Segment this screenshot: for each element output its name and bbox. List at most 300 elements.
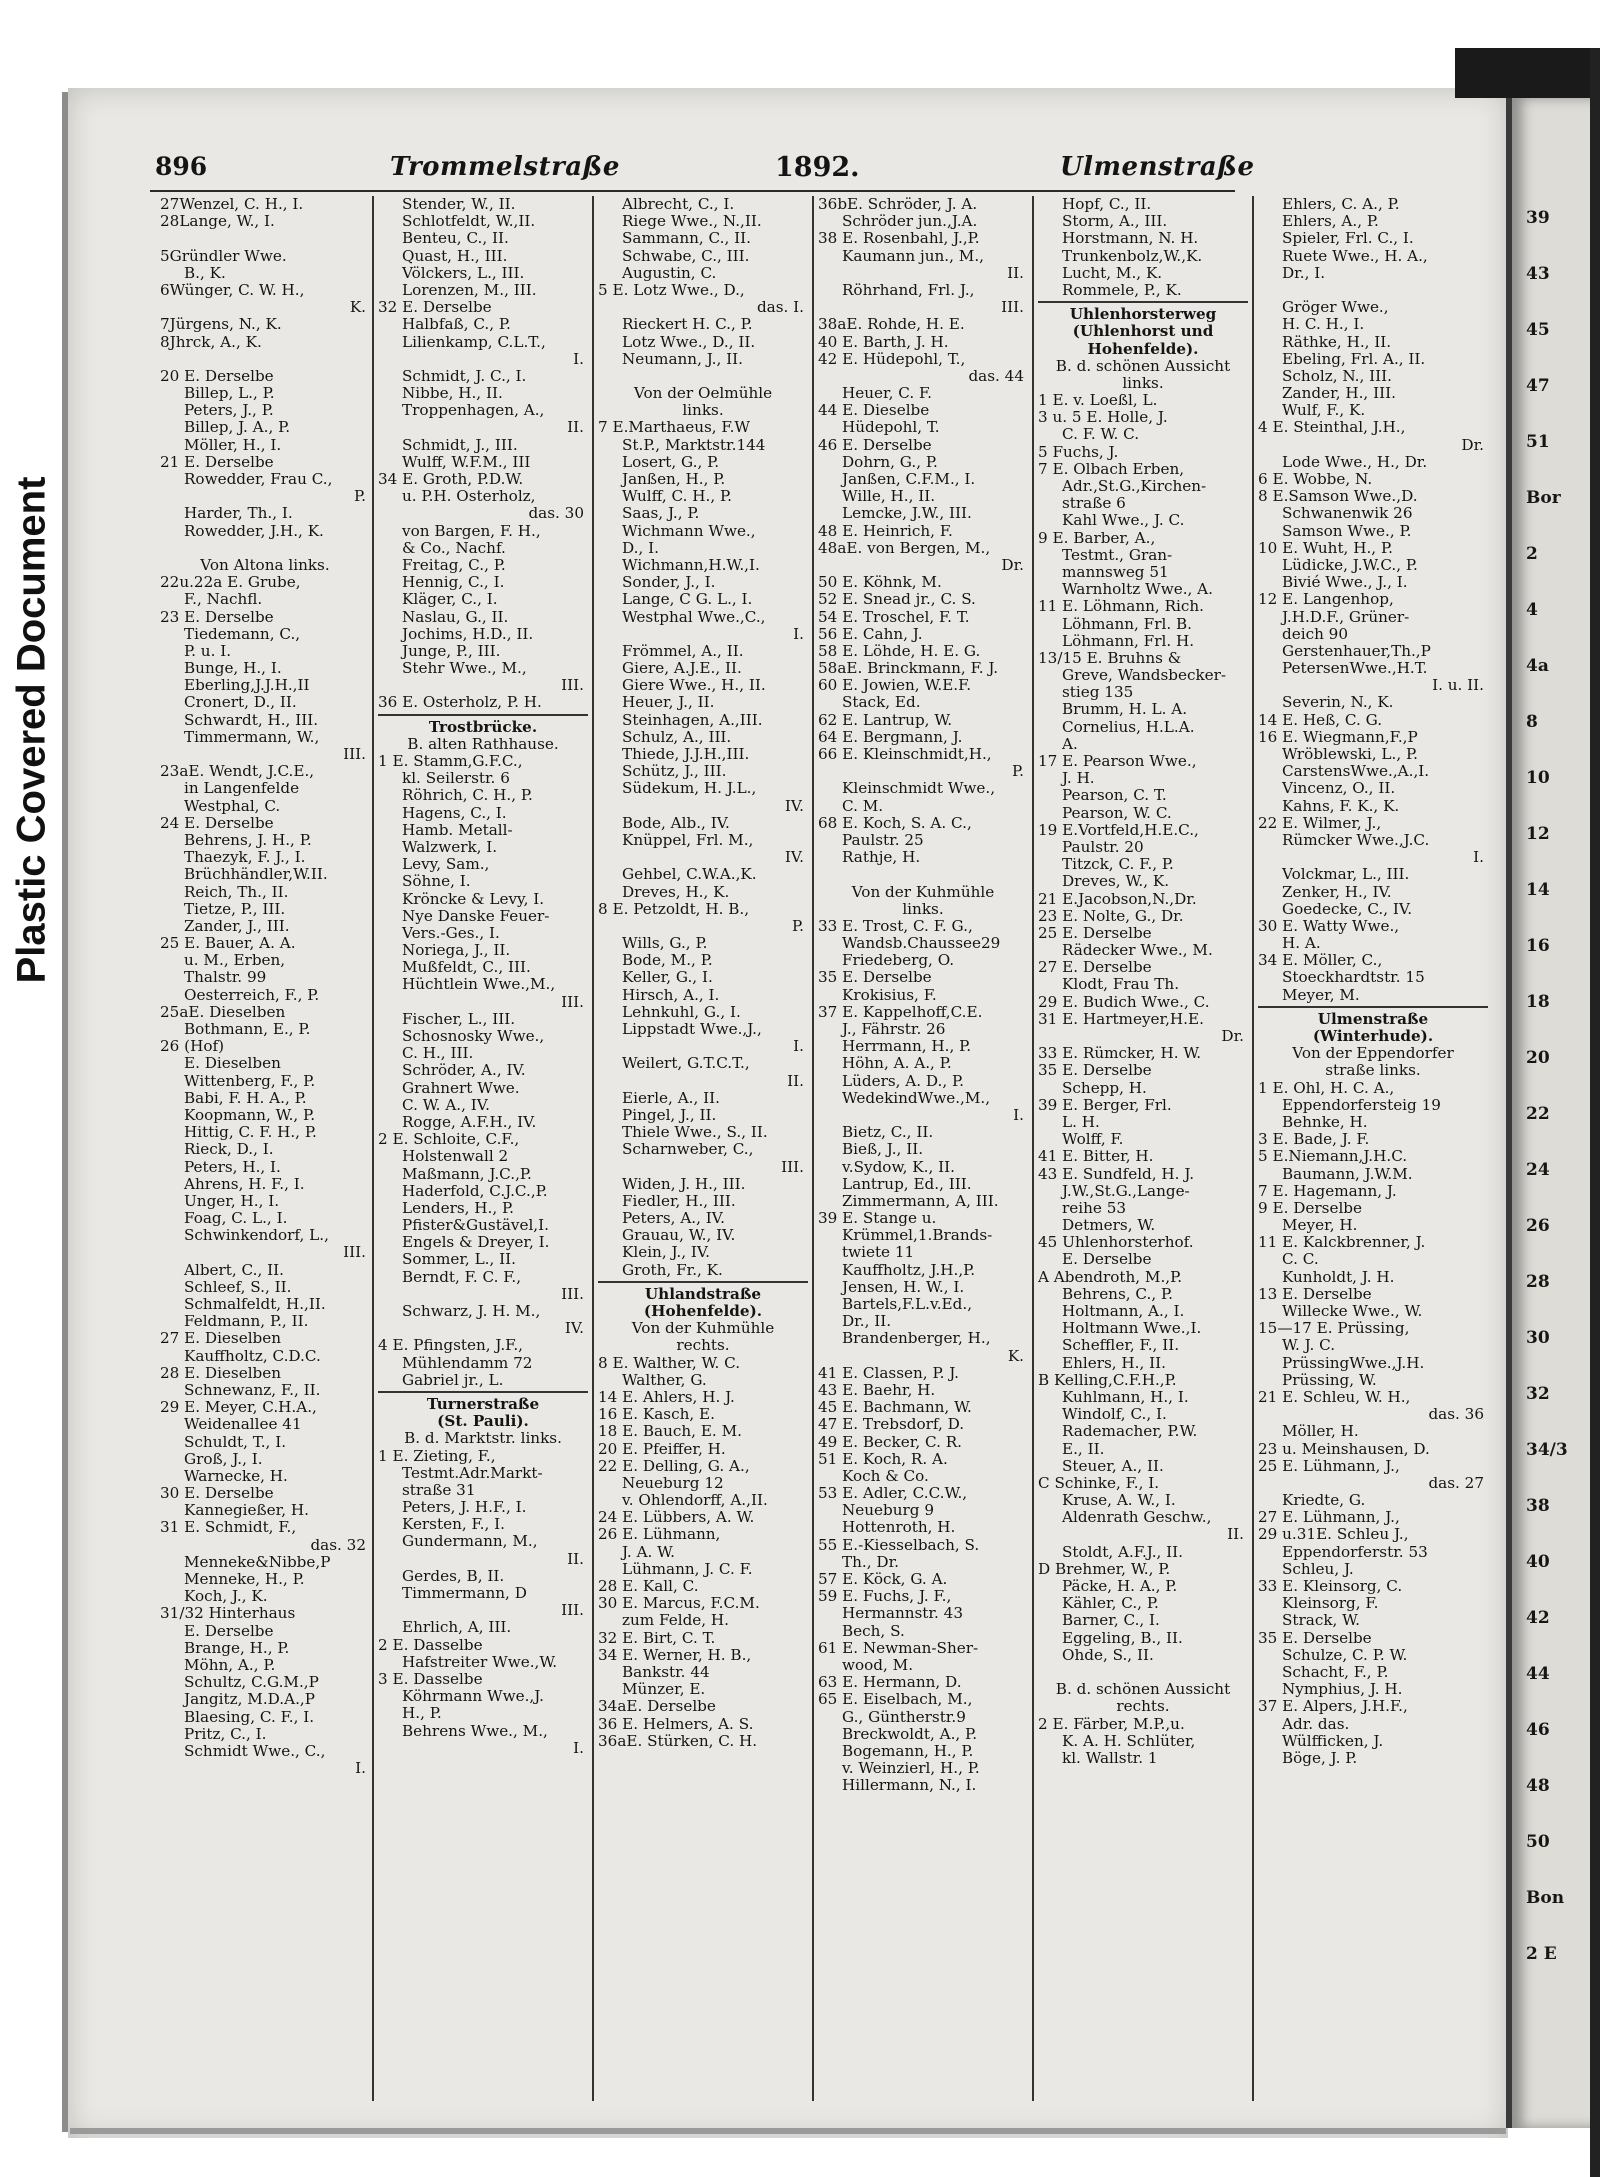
directory-entry: Mußfeldt, C., III. — [402, 959, 531, 977]
directory-entry: in Langenfelde — [184, 780, 300, 798]
directory-entry: 26 (Hof) — [160, 1038, 225, 1056]
facing-page-fragment: 46 — [1526, 1720, 1550, 1740]
directory-entry: 2 E. Dasselbe — [378, 1636, 483, 1654]
directory-entry: Steuer, A., II. — [1062, 1457, 1164, 1475]
directory-entry: Lühmann, J. C. F. — [622, 1560, 753, 1578]
directory-entry: 59 E. Fuchs, J. F., — [818, 1588, 952, 1606]
facing-page-fragment: 28 — [1526, 1272, 1550, 1292]
directory-entry: Goedecke, C., IV. — [1282, 900, 1413, 918]
directory-entry: Gröger Wwe., — [1282, 299, 1389, 317]
directory-entry: Schosnosky Wwe., — [402, 1028, 545, 1045]
directory-entry: Von der Kuhmühle — [851, 883, 995, 901]
directory-entry: J.W.,St.G.,Lange- — [1062, 1182, 1190, 1200]
directory-entry: L. H. — [1062, 1113, 1100, 1131]
directory-entry: Samson Wwe., P. — [1282, 522, 1412, 540]
facing-page-fragment: 43 — [1526, 264, 1550, 284]
directory-entry: Bech, S. — [842, 1622, 905, 1640]
directory-entry: J., Fährstr. 26 — [842, 1021, 946, 1038]
directory-entry: 28 E. Dieselben — [160, 1364, 282, 1382]
directory-entry: Schulz, A., III. — [622, 728, 732, 746]
directory-entry: Klodt, Frau Th. — [1062, 976, 1180, 994]
directory-entry: Prüssing, W. — [1282, 1371, 1377, 1389]
directory-entry: Krümmel,1.Brands- — [842, 1227, 993, 1245]
directory-entry: Kleinsorg, F. — [1282, 1595, 1379, 1613]
directory-entry: Münzer, E. — [622, 1681, 706, 1699]
directory-entry: Rieck, D., I. — [184, 1141, 274, 1159]
directory-entry: reihe 53 — [1062, 1199, 1127, 1217]
directory-entry: 37 E. Alpers, J.H.F., — [1258, 1698, 1408, 1716]
directory-entry: PrüssingWwe.,J.H. — [1282, 1354, 1425, 1372]
directory-entry: wood, M. — [842, 1656, 914, 1674]
directory-entry: Adr.,St.G.,Kirchen- — [1062, 478, 1207, 495]
directory-entry: I. — [1013, 1106, 1024, 1124]
directory-entry: 24 E. Derselbe — [160, 814, 274, 832]
directory-entry: Wandsb.Chaussee29 — [842, 935, 1001, 953]
directory-entry: 29 u.31E. Schleu J., — [1258, 1526, 1409, 1544]
directory-entry: 52 E. Snead jr., C. S. — [818, 591, 976, 609]
directory-entry: Wolff, F. — [1062, 1131, 1124, 1149]
directory-entry: Thalstr. 99 — [184, 969, 267, 987]
directory-entry: Von der Kuhmühle — [631, 1320, 775, 1338]
directory-entry: 28 E. Kall, C. — [598, 1578, 699, 1595]
directory-entry: Dreves, H., K. — [622, 883, 730, 901]
facing-page-fragment: 32 — [1526, 1384, 1550, 1404]
directory-entry: Rathje, H. — [842, 849, 921, 867]
directory-entry: links. — [902, 900, 944, 918]
directory-entry: P. — [354, 488, 366, 506]
directory-entry: Warnholtz Wwe., A. — [1062, 581, 1213, 599]
directory-entry: Haderfold, C.J.C.,P. — [402, 1182, 548, 1200]
directory-entry: von Bargen, F. H., — [402, 522, 541, 540]
directory-entry: Bankstr. 44 — [622, 1663, 710, 1681]
directory-entry: F., Nachfl. — [184, 591, 263, 609]
street-heading: Hohenfelde). — [1087, 340, 1199, 358]
directory-entry: 10 E. Wuht, H., P. — [1258, 539, 1393, 557]
directory-entry: II. — [1007, 264, 1024, 282]
directory-entry: 62 E. Lantrup, W. — [818, 711, 953, 729]
directory-entry: I. — [355, 1760, 366, 1778]
directory-entry: 7 E. Hagemann, J. — [1258, 1182, 1397, 1200]
directory-entry: Päcke, H. A., P. — [1062, 1578, 1178, 1595]
directory-entry: Tietze, P., III. — [184, 900, 286, 918]
directory-entry: B. alten Rathhause. — [407, 735, 559, 753]
directory-entry: Paulstr. 25 — [842, 831, 924, 849]
directory-entry: Spieler, Frl. C., I. — [1282, 230, 1414, 248]
directory-entry: Möller, H., I. — [184, 436, 282, 454]
column-divider — [812, 196, 814, 2101]
facing-page-fragment: 38 — [1526, 1496, 1550, 1516]
facing-page-fragment: 44 — [1526, 1664, 1550, 1684]
facing-page-fragment: 10 — [1526, 768, 1550, 788]
directory-entry: Bode, M., P. — [622, 952, 713, 970]
directory-entry: H. C. H., I. — [1282, 316, 1365, 334]
directory-entry: straße 31 — [402, 1481, 476, 1499]
directory-entry: D., I. — [622, 539, 659, 557]
directory-entry: Quast, H., III. — [402, 247, 508, 265]
directory-entry: 5 Fuchs, J. — [1038, 443, 1119, 461]
directory-entry: 64 E. Bergmann, J. — [818, 728, 963, 746]
facing-page-fragment: 48 — [1526, 1776, 1550, 1796]
directory-entry: III. — [1001, 299, 1024, 317]
street-heading: Uhlenhorsterweg — [1069, 306, 1217, 324]
directory-entry: Schwanenwik 26 — [1282, 505, 1413, 523]
directory-entry: Thaezyk, F. J., I. — [184, 849, 306, 867]
directory-entry: Warnecke, H. — [184, 1467, 288, 1485]
facing-page-fragment: 47 — [1526, 376, 1550, 396]
directory-entry: 9 E. Barber, A., — [1038, 529, 1156, 547]
directory-entry: III. — [561, 993, 584, 1011]
directory-entry: Wills, G., P. — [622, 935, 708, 953]
directory-entry: 5 E.Niemann,J.H.C. — [1258, 1148, 1408, 1166]
directory-entry: III. — [343, 746, 366, 763]
directory-entry: 54 E. Troschel, F. T. — [818, 608, 970, 626]
directory-entry: Von der Eppendorfer — [1292, 1045, 1454, 1063]
directory-entry: Weilert, G.T.C.T., — [622, 1055, 750, 1073]
directory-entry: Lantrup, Ed., III. — [842, 1175, 972, 1193]
directory-entry: Mühlendamm 72 — [402, 1354, 533, 1372]
directory-entry: Rowedder, Frau C., — [184, 471, 333, 488]
directory-entry: Westphal Wwe.,C., — [622, 608, 766, 626]
directory-column-6 — [1258, 196, 1488, 2096]
directory-entry: 57 E. Köck, G. A. — [818, 1571, 948, 1588]
directory-entry: 20 E. Derselbe — [160, 367, 274, 385]
directory-entry: K. — [1007, 1347, 1024, 1365]
directory-entry: Röhrich, C. H., P. — [402, 787, 533, 805]
directory-entry: Levy, Sam., — [402, 856, 490, 874]
directory-entry: Kannegießer, H. — [184, 1502, 309, 1520]
directory-entry: das. 30 — [528, 505, 584, 523]
directory-entry: Scholz, N., III. — [1282, 367, 1392, 385]
directory-entry: das. 44 — [968, 367, 1024, 385]
directory-entry: C. W. A., IV. — [402, 1096, 490, 1114]
directory-entry: Zander, H., III. — [1282, 385, 1396, 403]
directory-entry: Lucht, M., K. — [1062, 264, 1163, 282]
directory-entry: Reich, Th., II. — [184, 883, 289, 901]
directory-entry — [1038, 1664, 1248, 1681]
directory-entry: Höhn, A. A., P. — [842, 1055, 952, 1073]
directory-entry: H. A. — [1282, 935, 1321, 953]
directory-entry: 41 E. Classen, P. J. — [818, 1364, 959, 1382]
directory-entry: 33 E. Trost, C. F. G., — [818, 917, 973, 935]
directory-entry — [160, 230, 370, 247]
directory-entry: D Brehmer, W., P. — [1038, 1560, 1171, 1578]
directory-entry: & Co., Nachf. — [402, 539, 506, 557]
directory-entry: Scheffler, F., II. — [1062, 1337, 1180, 1355]
directory-entry: Breckwoldt, A., P. — [842, 1725, 978, 1743]
directory-entry: IV. — [784, 849, 804, 867]
directory-entry: 11 E. Kalckbrenner, J. — [1258, 1234, 1426, 1252]
directory-entry: Benteu, C., II. — [402, 230, 509, 248]
directory-entry: 27 E. Dieselben — [160, 1330, 282, 1348]
directory-entry: 7 E. Olbach Erben, — [1038, 460, 1185, 478]
directory-entry: P. — [1012, 763, 1024, 781]
directory-entry: 30 E. Watty Wwe., — [1258, 917, 1400, 935]
directory-entry: das. 36 — [1428, 1406, 1484, 1424]
directory-entry: A Abendroth, M.,P. — [1038, 1268, 1183, 1286]
directory-entry: Fiedler, H., III. — [622, 1192, 736, 1210]
next-page-strip — [1506, 98, 1598, 2128]
page-number: 896 — [155, 152, 208, 181]
directory-entry: Dr., II. — [842, 1313, 892, 1331]
directory-entry: 30 E. Derselbe — [160, 1485, 274, 1503]
directory-entry: Rädecker Wwe., M. — [1062, 942, 1213, 960]
directory-entry: v. Weinzierl, H., P. — [842, 1760, 980, 1778]
directory-entry: Grauau, W., IV. — [622, 1227, 736, 1245]
directory-entry: Zenker, H., IV. — [1282, 883, 1392, 901]
directory-entry: Möller, H. — [1282, 1423, 1359, 1441]
directory-entry: Greve, Wandsbecker- — [1062, 667, 1227, 685]
directory-entry: Wille, H., II. — [842, 488, 936, 506]
directory-entry: Peters, H., I. — [184, 1158, 281, 1176]
directory-entry: 36 E. Helmers, A. S. — [598, 1715, 754, 1733]
directory-entry: Eppendorfersteig 19 — [1282, 1096, 1441, 1114]
directory-entry: Schleu, J. — [1282, 1560, 1354, 1578]
directory-entry: Kröncke & Levy, I. — [402, 890, 545, 908]
directory-entry: IV. — [784, 797, 804, 815]
directory-entry: Holtmann, A., I. — [1062, 1303, 1185, 1320]
directory-entry: Behnke, H. — [1282, 1113, 1368, 1131]
directory-entry: straße 6 — [1062, 495, 1126, 513]
directory-entry: C. M. — [842, 797, 884, 815]
street-heading: Trostbrücke. — [428, 718, 538, 736]
directory-entry: 16 E. Wiegmann,F.,P — [1258, 728, 1418, 746]
directory-entry: 26 E. Lühmann, — [598, 1526, 721, 1544]
directory-entry: u. P.H. Osterholz, — [402, 488, 536, 506]
directory-entry: 3 u. 5 E. Holle, J. — [1038, 409, 1168, 427]
directory-entry: 39 E. Berger, Frl. — [1038, 1096, 1172, 1114]
directory-entry: Thiede, J.J.H.,III. — [622, 746, 750, 763]
directory-entry: Volckmar, L., III. — [1282, 866, 1410, 884]
facing-page-fragment: 18 — [1526, 992, 1550, 1012]
directory-entry: Hermannstr. 43 — [842, 1605, 963, 1623]
directory-entry: Testmt., Gran- — [1062, 546, 1173, 564]
directory-entry: zum Felde, H. — [622, 1612, 730, 1630]
street-heading: Ulmenstraße — [1317, 1010, 1429, 1028]
directory-entry: Ruete Wwe., H. A., — [1282, 247, 1428, 265]
directory-entry: Dr. — [1461, 436, 1484, 454]
directory-entry: Bothmann, E., P. — [184, 1021, 311, 1038]
directory-entry: III. — [561, 677, 584, 695]
directory-entry: Trunkenbolz,W.,K. — [1062, 247, 1203, 265]
directory-entry: straße links. — [1325, 1062, 1421, 1080]
directory-entry: Peters, A., IV. — [622, 1210, 725, 1228]
directory-entry: Schulze, C. P. W. — [1282, 1646, 1408, 1664]
directory-entry — [160, 351, 370, 368]
facing-page-fragment: 2 — [1526, 544, 1538, 564]
directory-entry: Schwinkendorf, L., — [184, 1227, 329, 1245]
directory-entry: twiete 11 — [842, 1244, 915, 1262]
directory-entry: 3 E. Dasselbe — [378, 1670, 483, 1688]
directory-entry: Freitag, C., P. — [402, 556, 506, 574]
directory-entry: II. — [567, 1550, 584, 1568]
directory-entry: Riege Wwe., N.,II. — [622, 213, 762, 231]
directory-entry: Augustin, C. — [622, 264, 717, 282]
facing-page-fragment: 16 — [1526, 936, 1550, 956]
directory-entry: Rogge, A.F.H., IV. — [402, 1113, 537, 1131]
directory-entry: Schacht, F., P. — [1282, 1663, 1389, 1681]
facing-page-fragment: 34/3 — [1526, 1440, 1568, 1460]
directory-entry: 41 E. Bitter, H. — [1038, 1148, 1154, 1166]
directory-entry: J. H. — [1062, 770, 1095, 788]
facing-page-fragment: Bon — [1526, 1888, 1565, 1908]
facing-page-fragment: 24 — [1526, 1160, 1550, 1180]
directory-entry: Hittig, C. F. H., P. — [184, 1124, 317, 1142]
directory-entry: Meyer, M. — [1282, 986, 1360, 1004]
directory-entry: 4 E. Pfingsten, J.F., — [378, 1337, 523, 1355]
directory-entry: Schmidt, J. C., I. — [402, 367, 527, 385]
directory-entry: Schröder, A., IV. — [402, 1062, 526, 1080]
directory-entry: Kruse, A. W., I. — [1062, 1492, 1176, 1510]
directory-entry: links. — [1122, 374, 1164, 392]
directory-entry: Schmidt, J., III. — [402, 436, 518, 454]
header-left-title: Trommelstraße — [390, 152, 620, 182]
header-rule — [150, 190, 1235, 192]
directory-entry: 15—17 E. Prüssing, — [1258, 1320, 1410, 1338]
facing-page-fragment: 50 — [1526, 1832, 1550, 1852]
directory-entry: 2 E. Färber, M.P.,u. — [1038, 1715, 1185, 1733]
facing-page-fragment: 14 — [1526, 880, 1550, 900]
directory-entry: Ehlers, A., P. — [1282, 213, 1379, 231]
directory-entry: Hillermann, N., I. — [842, 1777, 977, 1795]
directory-entry: 14 E. Heß, C. G. — [1258, 711, 1383, 729]
directory-entry: Albert, C., II. — [184, 1261, 284, 1279]
directory-entry: Holtmann Wwe.,I. — [1062, 1320, 1202, 1338]
directory-entry: K. A. H. Schlüter, — [1062, 1732, 1196, 1750]
directory-entry: Schwardt, H., III. — [184, 711, 319, 729]
directory-entry: Timmermann, W., — [184, 728, 320, 746]
directory-entry: III. — [343, 1244, 366, 1262]
header-year: 1892. — [775, 152, 860, 183]
directory-entry: E., II. — [1062, 1440, 1105, 1458]
facing-page-fragment: 20 — [1526, 1048, 1550, 1068]
directory-entry: B Kelling,C.F.H.,P. — [1038, 1371, 1177, 1389]
directory-entry: Brumm, H. L. A. — [1062, 701, 1188, 719]
column-divider — [1252, 196, 1254, 2101]
directory-entry: I. — [793, 1038, 804, 1056]
directory-entry: 22 E. Wilmer, J., — [1258, 814, 1382, 832]
directory-entry: Tiedemann, C., — [184, 625, 301, 643]
directory-entry: Bartels,F.L.v.Ed., — [842, 1296, 973, 1313]
directory-entry: deich 90 — [1282, 625, 1349, 643]
directory-entry: I. — [573, 1739, 584, 1757]
directory-entry: Stack, Ed. — [842, 694, 921, 712]
directory-entry: Vincenz, O., II. — [1282, 780, 1396, 798]
directory-entry: II. — [1227, 1526, 1244, 1544]
directory-entry: IV. — [564, 1320, 584, 1338]
directory-entry: Gundermann, M., — [402, 1533, 538, 1551]
directory-entry: Bivié Wwe., J., I. — [1282, 574, 1408, 592]
directory-entry: Wröblewski, L., P. — [1282, 746, 1418, 763]
directory-entry: 31/32 Hinterhaus — [160, 1605, 296, 1623]
directory-entry: Kauffholtz, J.H.,P. — [842, 1261, 976, 1279]
directory-entry: 25 E. Derselbe — [1038, 924, 1152, 942]
directory-entry: Peters, J., P. — [184, 402, 274, 420]
directory-entry: Cornelius, H.L.A. — [1062, 718, 1195, 736]
directory-entry: 11 E. Löhmann, Rich. — [1038, 598, 1204, 616]
directory-entry: 58aE. Brinckmann, F. J. — [818, 660, 999, 678]
directory-entry: Foag, C. L., I. — [184, 1210, 288, 1228]
side-label-text: Plastic Covered Document — [9, 476, 54, 984]
directory-entry: 12 E. Langenhop, — [1258, 591, 1394, 609]
directory-entry: 56 E. Cahn, J. — [818, 625, 923, 643]
directory-entry: 48 E. Heinrich, F. — [818, 522, 953, 540]
directory-entry: 34aE. Derselbe — [598, 1698, 716, 1716]
directory-entry: Ebeling, Frl. A., II. — [1282, 350, 1426, 368]
directory-entry: Köhrmann Wwe.,J. — [402, 1688, 544, 1706]
directory-column-1 — [160, 196, 370, 2096]
directory-entry: Gerstenhauer,Th.,P — [1282, 642, 1431, 660]
directory-entry: Nymphius, J. H. — [1282, 1681, 1403, 1699]
directory-entry: Südekum, H. J.L., — [622, 780, 757, 798]
directory-entry: Brange, H., P. — [184, 1639, 290, 1657]
directory-entry: I. — [1473, 849, 1484, 867]
directory-entry: 53 E. Adler, C.C.W., — [818, 1485, 968, 1503]
directory-entry: Schröder jun.,J.A. — [842, 213, 978, 231]
directory-entry: Vers.-Ges., I. — [402, 924, 500, 942]
directory-entry: Schleef, S., II. — [184, 1278, 292, 1296]
directory-entry: 35 E. Derselbe — [1258, 1629, 1372, 1647]
directory-entry: Brüchhändler,W.II. — [184, 866, 328, 884]
directory-entry: 36aE. Stürken, C. H. — [598, 1732, 758, 1750]
directory-entry: Ehlers, H., II. — [1062, 1354, 1166, 1372]
directory-entry: Behrens Wwe., M., — [402, 1722, 548, 1740]
facing-page-fragment: 45 — [1526, 320, 1550, 340]
directory-entry: 1 E. Stamm,G.F.C., — [378, 753, 523, 770]
street-heading: (Winterhude). — [1312, 1028, 1434, 1045]
directory-entry: 7Jürgens, N., K. — [160, 316, 282, 334]
directory-entry: 23 E. Derselbe — [160, 608, 274, 626]
directory-entry: Groß, J., I. — [184, 1450, 263, 1468]
directory-entry: Sonder, J., I. — [622, 574, 716, 592]
directory-entry: Storm, A., III. — [1062, 213, 1168, 231]
directory-entry: Weidenallee 41 — [184, 1416, 302, 1434]
section-rule — [598, 1281, 808, 1283]
directory-entry: Lange, C G. L., I. — [622, 591, 753, 609]
street-heading: (St. Pauli). — [437, 1413, 529, 1431]
directory-entry: 23aE. Wendt, J.C.E., — [160, 763, 315, 781]
directory-entry: Bunge, H., I. — [184, 660, 282, 678]
directory-entry: B., K. — [184, 264, 226, 282]
directory-entry: 22u.22a E. Grube, — [160, 574, 301, 592]
directory-entry: 21 E. Derselbe — [160, 453, 274, 471]
directory-entry: das. I. — [756, 299, 804, 317]
directory-entry: v. Ohlendorff, A.,II. — [622, 1492, 768, 1510]
directory-entry: Billep, J. A., P. — [184, 419, 291, 437]
directory-entry: 7 E.Marthaeus, F.W — [598, 419, 751, 437]
directory-entry: Löhmann, Frl. B. — [1062, 615, 1192, 633]
directory-entry: Dr. — [1001, 556, 1024, 574]
directory-column-2 — [378, 196, 588, 2096]
directory-entry: Detmers, W. — [1062, 1217, 1156, 1235]
directory-entry: Neueburg 12 — [622, 1474, 724, 1492]
directory-entry: 32 E. Birt, C. T. — [598, 1629, 716, 1647]
directory-entry: III. — [781, 1158, 804, 1176]
directory-entry: Menneke&Nibbe,P — [184, 1553, 331, 1571]
directory-entry: Maßmann, J.C.,P. — [402, 1165, 532, 1183]
directory-entry: Th., Dr. — [842, 1553, 899, 1571]
facing-page-fragment: 30 — [1526, 1328, 1550, 1348]
directory-entry: Scharnweber, C., — [622, 1141, 754, 1159]
directory-entry: Jensen, H. W., I. — [842, 1278, 965, 1296]
directory-entry: 14 E. Ahlers, H. J. — [598, 1388, 735, 1406]
directory-entry: 16 E. Kasch, E. — [598, 1406, 715, 1424]
directory-entry: Hennig, C., I. — [402, 574, 505, 592]
directory-entry: Hirsch, A., I. — [622, 986, 720, 1004]
directory-entry: Keller, G., I. — [622, 969, 713, 987]
directory-entry: I. — [793, 625, 804, 643]
directory-entry: Severin, N., K. — [1282, 694, 1394, 712]
directory-entry: Berndt, F. C. F., — [402, 1268, 522, 1286]
